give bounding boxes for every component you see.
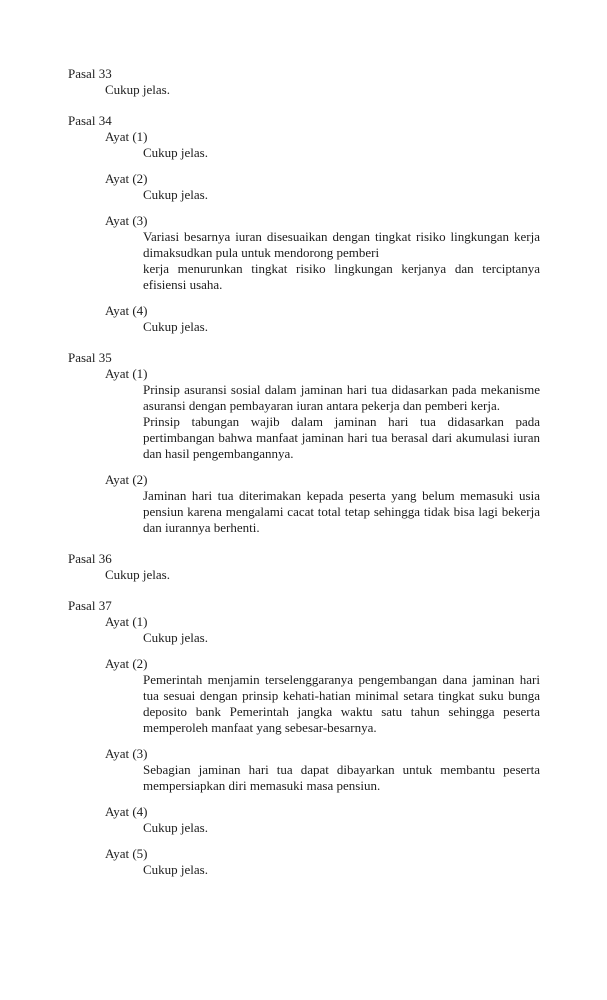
ayat-block [105, 213, 540, 293]
ayat-body [143, 382, 540, 462]
clause-text: Cukup jelas. [105, 82, 170, 97]
section-pasal-34 [68, 113, 540, 335]
pasal-body [105, 567, 540, 583]
ayat-label: Ayat (5) [105, 846, 148, 861]
pasal-body [105, 366, 540, 536]
clause-text: Cukup jelas. [143, 820, 208, 835]
pasal-title: Pasal 33 [68, 66, 112, 81]
ayat-label: Ayat (2) [105, 472, 148, 487]
pasal-body [105, 82, 540, 98]
clause-text: Cukup jelas. [143, 862, 208, 877]
ayat-body [143, 319, 540, 335]
ayat-body [143, 672, 540, 736]
clause-text: kerja menurunkan tingkat risiko lingkungan kerjanya dan terciptanya efisiensi usaha. [143, 261, 540, 292]
ayat-body [143, 862, 540, 878]
ayat-body [143, 488, 540, 536]
ayat-block [105, 614, 540, 646]
pasal-title: Pasal 35 [68, 350, 112, 365]
clause-text: Cukup jelas. [143, 145, 208, 160]
clause-text: Cukup jelas. [105, 567, 170, 582]
ayat-body [143, 187, 540, 203]
ayat-label: Ayat (1) [105, 614, 148, 629]
ayat-body [143, 229, 540, 293]
ayat-block [105, 846, 540, 878]
ayat-label: Ayat (1) [105, 129, 148, 144]
ayat-block [105, 656, 540, 736]
pasal-body [105, 129, 540, 335]
clause-text: Sebagian jaminan hari tua dapat dibayarkan untuk membantu peserta mempersiapkan diri memasuki masa pensiun. [143, 762, 540, 793]
ayat-label: Ayat (2) [105, 656, 148, 671]
section-pasal-35 [68, 350, 540, 536]
ayat-label: Ayat (2) [105, 171, 148, 186]
clause-text: Prinsip tabungan wajib dalam jaminan hari tua didasarkan pada pertimbangan bahwa manfaat jaminan hari tua berasal dari akumulasi iuran dan hasil pengembangannya. [143, 414, 540, 461]
ayat-body [143, 820, 540, 836]
ayat-label: Ayat (4) [105, 804, 148, 819]
ayat-block [105, 303, 540, 335]
pasal-title: Pasal 37 [68, 598, 112, 613]
ayat-block [105, 129, 540, 161]
ayat-body [143, 630, 540, 646]
clause-text: Cukup jelas. [143, 630, 208, 645]
ayat-body [143, 762, 540, 794]
ayat-label: Ayat (3) [105, 213, 148, 228]
section-pasal-36 [68, 551, 540, 583]
ayat-block [105, 804, 540, 836]
clause-text: Cukup jelas. [143, 187, 208, 202]
ayat-body [143, 145, 540, 161]
pasal-body [105, 614, 540, 878]
ayat-block [105, 746, 540, 794]
clause-text: Cukup jelas. [143, 319, 208, 334]
ayat-label: Ayat (4) [105, 303, 148, 318]
clause-text: Variasi besarnya iuran disesuaikan dengan tingkat risiko lingkungan kerja dimaksudkan pula untuk mendorong pemberi [143, 229, 540, 260]
clause-text: Jaminan hari tua diterimakan kepada peserta yang belum memasuki usia pensiun karena mengalami cacat total tetap sehingga tidak bisa lagi bekerja dan iurannya berhenti. [143, 488, 540, 535]
ayat-label: Ayat (3) [105, 746, 148, 761]
ayat-block [105, 472, 540, 536]
section-pasal-33 [68, 66, 540, 98]
clause-text: Prinsip asuransi sosial dalam jaminan hari tua didasarkan pada mekanisme asuransi dengan pembayaran iuran antara pekerja dan pemberi kerja. [143, 382, 540, 413]
section-pasal-37 [68, 598, 540, 878]
pasal-title: Pasal 34 [68, 113, 112, 128]
pasal-title: Pasal 36 [68, 551, 112, 566]
clause-text: Pemerintah menjamin terselenggaranya pengembangan dana jaminan hari tua sesuai dengan prinsip kehati-hatian minimal setara tingkat suku bunga deposito bank Pemerintah jangka waktu satu tahun sehingga peserta memperoleh manfaat yang sebesar-besarnya. [143, 672, 540, 735]
ayat-label: Ayat (1) [105, 366, 148, 381]
ayat-block [105, 366, 540, 462]
ayat-block [105, 171, 540, 203]
